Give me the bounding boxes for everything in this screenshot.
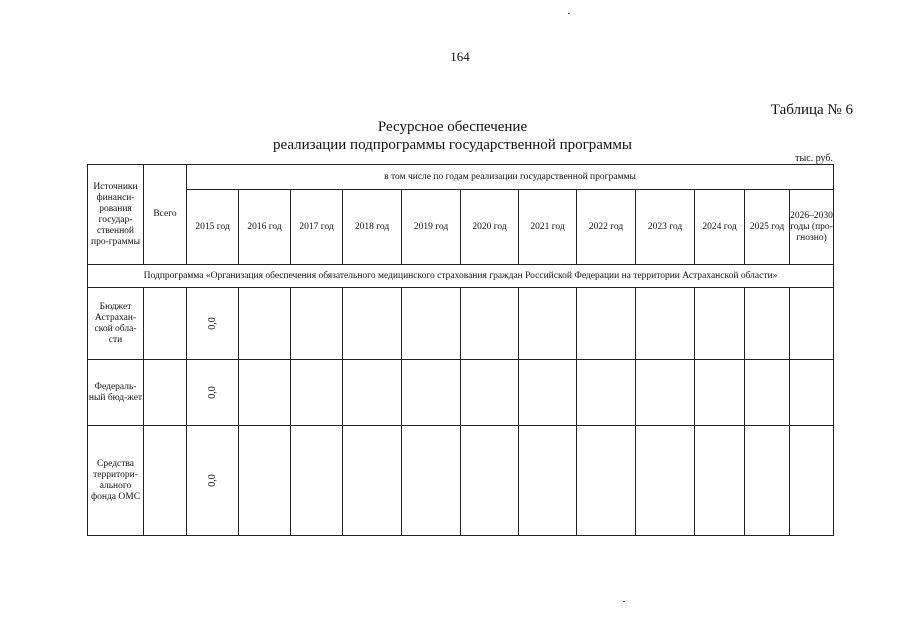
scan-speck <box>568 13 570 14</box>
row-value <box>343 288 402 360</box>
subprogram-row <box>88 265 834 288</box>
header-year: 2020 год <box>461 190 519 265</box>
row-value-2015 <box>187 288 239 360</box>
header-year: 2018 год <box>343 190 402 265</box>
header-year: 2024 год <box>695 190 745 265</box>
row-value <box>291 426 343 536</box>
header-by-years: в том числе по годам реализации государственной программы <box>187 165 834 190</box>
row-value <box>239 426 291 536</box>
row-value <box>577 288 636 360</box>
row-value <box>636 360 695 426</box>
row-value-2015 <box>187 426 239 536</box>
row-value <box>790 426 834 536</box>
row-value <box>577 360 636 426</box>
header-year: 2022 год <box>577 190 636 265</box>
row-value <box>461 360 519 426</box>
row-value <box>695 360 745 426</box>
row-value <box>343 360 402 426</box>
row-value <box>519 360 577 426</box>
table-row <box>88 360 834 426</box>
row-source: Бюджет Астрахан-ской обла-сти <box>88 288 144 360</box>
row-value <box>745 288 790 360</box>
header-year: 2021 год <box>519 190 577 265</box>
resource-table <box>87 164 834 536</box>
row-value <box>402 360 461 426</box>
row-source: Средства территори-ального фонда ОМС <box>88 426 144 536</box>
row-value <box>636 426 695 536</box>
header-year: 2019 год <box>402 190 461 265</box>
header-row-1 <box>88 165 834 190</box>
header-year: 2023 год <box>636 190 695 265</box>
row-value <box>790 360 834 426</box>
row-value <box>636 288 695 360</box>
title-line-1: Ресурсное обеспечение <box>377 119 528 135</box>
row-value <box>343 426 402 536</box>
table-number: Таблица № 6 <box>770 102 853 118</box>
table-title <box>0 118 905 154</box>
row-value <box>519 426 577 536</box>
title-line-2: реализации подпрограммы государственной программы <box>273 137 632 153</box>
value-text: 0,0 <box>207 316 218 330</box>
row-total <box>144 360 187 426</box>
header-row-years <box>88 190 834 265</box>
row-value <box>402 288 461 360</box>
page-number: 164 <box>450 49 470 64</box>
row-value <box>291 360 343 426</box>
units-label: тыс. руб. <box>795 153 833 164</box>
row-value <box>695 288 745 360</box>
row-value <box>239 288 291 360</box>
header-year: 2017 год <box>291 190 343 265</box>
row-source: Федераль-ный бюд-жет <box>88 360 144 426</box>
header-year: 2016 год <box>239 190 291 265</box>
row-total <box>144 426 187 536</box>
row-value <box>519 288 577 360</box>
header-year: 2026–2030 годы (про-гнозно) <box>790 190 834 265</box>
scan-speck <box>623 601 625 602</box>
row-value <box>577 426 636 536</box>
row-value <box>239 360 291 426</box>
row-value-2015 <box>187 360 239 426</box>
row-value <box>745 426 790 536</box>
subprogram-title: Подпрограмма «Организация обеспечения обязательного медицинского страхования граждан Российской Федерации на территории Астраханской области» <box>88 265 834 288</box>
row-value <box>461 288 519 360</box>
row-value <box>745 360 790 426</box>
row-value <box>402 426 461 536</box>
value-text: 0,0 <box>207 385 218 399</box>
row-value <box>291 288 343 360</box>
header-total: Всего <box>144 165 187 265</box>
row-value <box>790 288 834 360</box>
table-row <box>88 288 834 360</box>
header-source: Источники финанси-рования государ-ственной про-граммы <box>88 165 144 265</box>
row-total <box>144 288 187 360</box>
header-year: 2015 год <box>187 190 239 265</box>
table-row <box>88 426 834 536</box>
header-year: 2025 год <box>745 190 790 265</box>
row-value <box>461 426 519 536</box>
value-text: 0,0 <box>207 473 218 487</box>
row-value <box>695 426 745 536</box>
